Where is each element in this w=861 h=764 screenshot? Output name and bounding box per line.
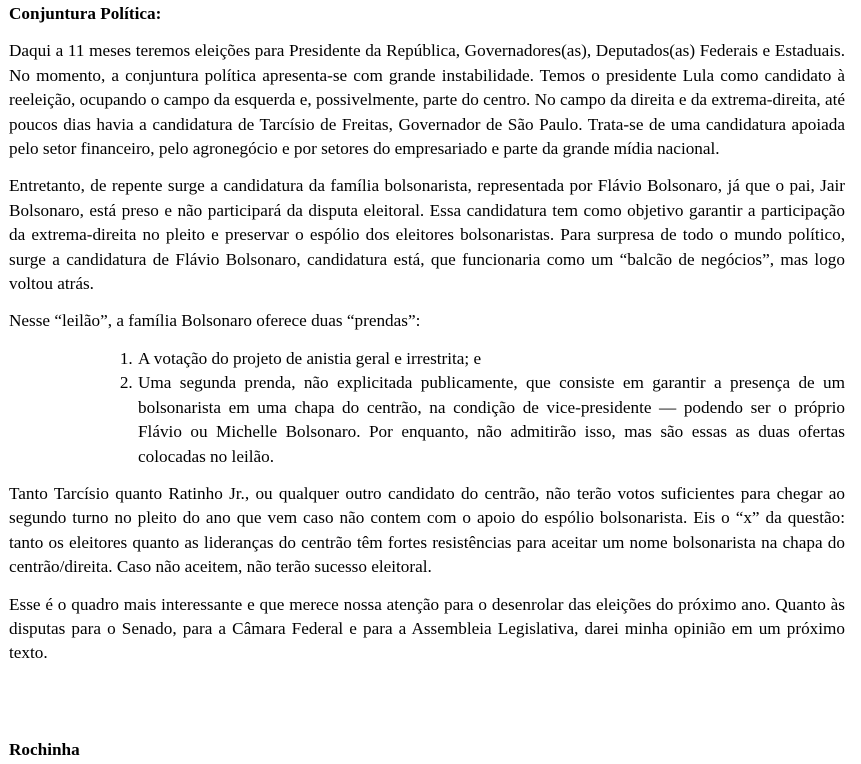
signature: Rochinha [9,740,80,759]
paragraph-centrao: Tanto Tarcísio quanto Ratinho Jr., ou qualquer outro candidato do centrão, não terão votos suficientes para chegar ao segundo turno no pleito do ano que vem caso não contem com o apoio do espólio bolsonarista. Eis o “x” da questão: tanto os eleitores quanto as lideranças do centrão têm fortes resistências para aceitar um nome bolsonarista na chapa do centrão/direita. Caso não aceitem, não terão sucesso eleitoral. [9,483,845,577]
offers-list [9,347,845,469]
list-item: 2. Uma segunda prenda, não explicitada publicamente, que consiste em garantir a presença de um bolsonarista em uma chapa do centrão, na condição de vice-presidente — podendo ser o próprio Flávio ou Michelle Bolsonaro. Por enquanto, não admitirão isso, mas são essas as duas ofertas colocadas no leilão. [137,371,845,469]
paragraph-candidacy: Entretanto, de repente surge a candidatura da família bolsonarista, representada por Flávio Bolsonaro, já que o pai, Jair Bolsonaro, está preso e não participará da disputa eleitoral. Essa candidatura tem como objetivo garantir a participação da extrema-direita no pleito e preservar o espólio dos eleitores bolsonaristas. Para surpresa de todo o mundo político, surge a candidatura de Flávio Bolsonaro, candidatura está, que funcionaria como um “balcão de negócios”, mas logo voltou atrás. [9,176,845,294]
paragraph-conclusion: Esse é o quadro mais interessante e que merece nossa atenção para o desenrolar das eleições do próximo ano. Quanto às disputas para o Senado, para a Câmara Federal e para a Assembleia Legislativa, darei minha opinião em um próximo texto. [9,594,845,663]
paragraph-intro: Daqui a 11 meses teremos eleições para Presidente da República, Governadores(as), Deputados(as) Federais e Estaduais. No momento, a conjuntura política apresenta-se com grande instabilidade. Temos o presidente Lula como candidato à reeleição, ocupando o campo da esquerda e, possivelmente, parte do centro. No campo da direita e da extrema-direita, até poucos dias havia a candidatura de Tarcísio de Freitas, Governador de São Paulo. Trata-se de uma candidatura apoiada pelo setor financeiro, pelo agronegócio e por setores do empresariado e parte da grande mídia nacional. [9,41,845,159]
list-item: 1. A votação do projeto de anistia geral e irrestrita; e [137,347,845,371]
paragraph-auction: Nesse “leilão”, a família Bolsonaro oferece duas “prendas”: [9,311,421,331]
document-page [9,2,845,679]
document-title: Conjuntura Política: [9,4,162,23]
